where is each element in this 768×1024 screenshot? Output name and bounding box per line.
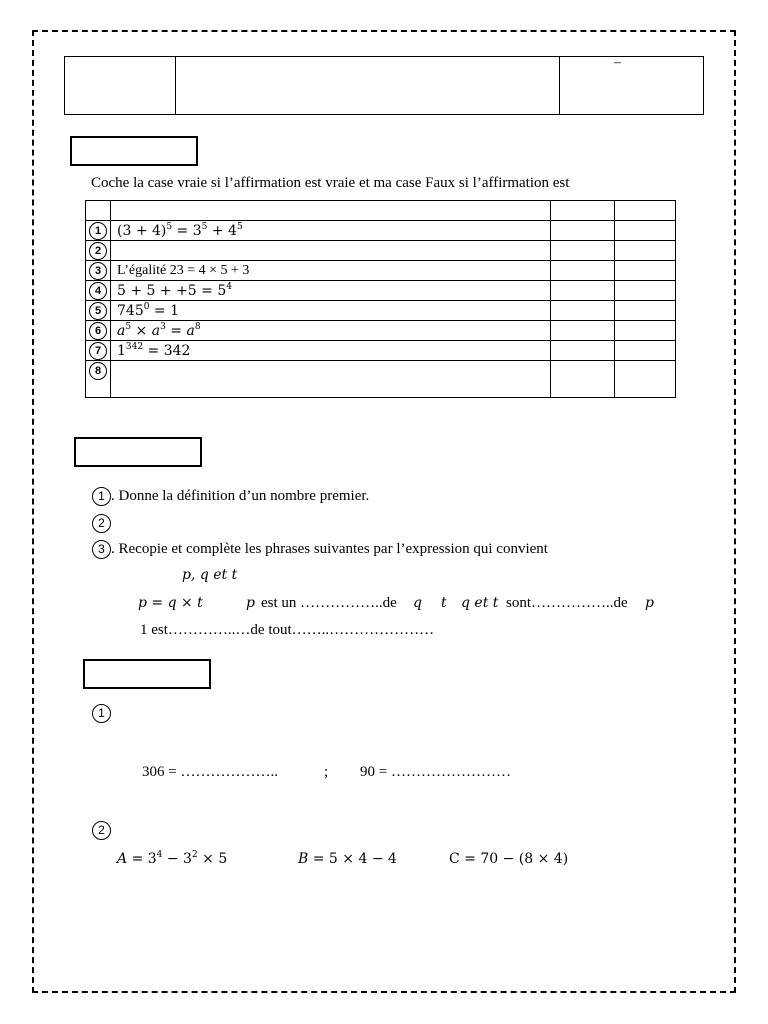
fill-90: 90 = …………………… <box>360 764 511 780</box>
fill-306: 306 = ……………….. <box>142 764 278 780</box>
statement-1: $(3 + 4)^5 = 3^5 + 4^5$ <box>111 221 551 241</box>
table-row <box>86 241 676 261</box>
row-number: 6 <box>89 322 107 340</box>
true-checkbox-4[interactable] <box>551 281 615 301</box>
statement-7: $1^{342} = 342$ <box>111 341 551 361</box>
header-table <box>64 56 704 115</box>
false-checkbox-6[interactable] <box>615 321 676 341</box>
variables-label: p, q et t <box>182 567 238 583</box>
exercise-3-title-box <box>83 659 211 689</box>
var-p-end: p <box>645 595 654 611</box>
question-number: 3 <box>92 540 111 559</box>
row-number: 5 <box>89 302 107 320</box>
false-checkbox-2[interactable] <box>615 241 676 261</box>
table-row <box>86 201 676 221</box>
var-t: t <box>441 595 447 611</box>
exercise-1-title-box <box>70 136 198 166</box>
true-checkbox-6[interactable] <box>551 321 615 341</box>
false-checkbox-1[interactable] <box>615 221 676 241</box>
row-number: 1 <box>89 222 107 240</box>
row-number: 8 <box>89 362 107 380</box>
table-row <box>86 361 676 398</box>
blank-phrase-2: sont……………..de <box>506 595 628 611</box>
header-cell-middle <box>176 57 560 114</box>
question-number: 1 <box>92 704 111 723</box>
header-cell-right <box>560 57 703 114</box>
table-row <box>86 341 676 361</box>
row-number: 7 <box>89 342 107 360</box>
question-text: . Donne la définition d’un nombre premier. <box>111 488 370 504</box>
question-2 <box>92 514 111 533</box>
expression-c: C = 70 − (8 × 4) <box>449 851 569 867</box>
true-checkbox-5[interactable] <box>551 301 615 321</box>
false-checkbox-5[interactable] <box>615 301 676 321</box>
ex3-question-2 <box>92 821 111 840</box>
table-row <box>86 301 676 321</box>
var-p: p <box>246 595 255 611</box>
false-checkbox-7[interactable] <box>615 341 676 361</box>
blank-phrase-3: 1 est…………..…de tout……..………………… <box>140 622 435 638</box>
true-header-cell <box>551 201 615 221</box>
false-checkbox-8[interactable] <box>615 361 676 398</box>
statement-8 <box>111 361 551 398</box>
statement-3: L’égalité 23 = 4 × 5 + 3 <box>111 261 551 281</box>
expression-b: B = 5 × 4 − 4 <box>298 851 397 867</box>
expression-a: $A = 3^4 - 3^2 \times 5$ <box>117 850 228 867</box>
false-checkbox-3[interactable] <box>615 261 676 281</box>
true-checkbox-7[interactable] <box>551 341 615 361</box>
true-false-table <box>85 200 676 398</box>
table-row <box>86 281 676 301</box>
blank-phrase-1: est un ……………..de <box>261 595 397 611</box>
statement-4: $5 + 5 + +5 = 5^4$ <box>111 281 551 301</box>
table-cell <box>86 201 111 221</box>
question-number: 2 <box>92 821 111 840</box>
equation-p-qt: p = q × t <box>138 595 203 611</box>
question-3 <box>92 540 548 559</box>
exercise-1-instruction: Coche la case vraie si l’affirmation est vraie et ma case Faux si l’affirmation est <box>91 175 570 191</box>
false-header-cell <box>615 201 676 221</box>
statement-2 <box>111 241 551 261</box>
table-row <box>86 321 676 341</box>
row-number: 2 <box>89 242 107 260</box>
question-number: 2 <box>92 514 111 533</box>
true-checkbox-1[interactable] <box>551 221 615 241</box>
statement-5: $745^0 = 1$ <box>111 301 551 321</box>
question-text: . Recopie et complète les phrases suivantes par l’expression qui convient <box>111 541 548 557</box>
separator: ; <box>324 764 329 780</box>
header-cell-left <box>65 57 176 114</box>
question-1 <box>92 487 369 506</box>
table-row <box>86 221 676 241</box>
row-number: 4 <box>89 282 107 300</box>
var-q-et-t: q et t <box>461 595 499 611</box>
row-number: 3 <box>89 262 107 280</box>
header-dash: – <box>614 55 621 70</box>
exercise-2-title-box <box>74 437 202 467</box>
false-checkbox-4[interactable] <box>615 281 676 301</box>
question-number: 1 <box>92 487 111 506</box>
true-checkbox-8[interactable] <box>551 361 615 398</box>
var-q: q <box>413 595 422 611</box>
table-cell <box>111 201 551 221</box>
true-checkbox-3[interactable] <box>551 261 615 281</box>
table-row <box>86 261 676 281</box>
ex3-question-1 <box>92 704 111 723</box>
true-checkbox-2[interactable] <box>551 241 615 261</box>
statement-6: $a^5 \times a^3 = a^8$ <box>111 321 551 341</box>
